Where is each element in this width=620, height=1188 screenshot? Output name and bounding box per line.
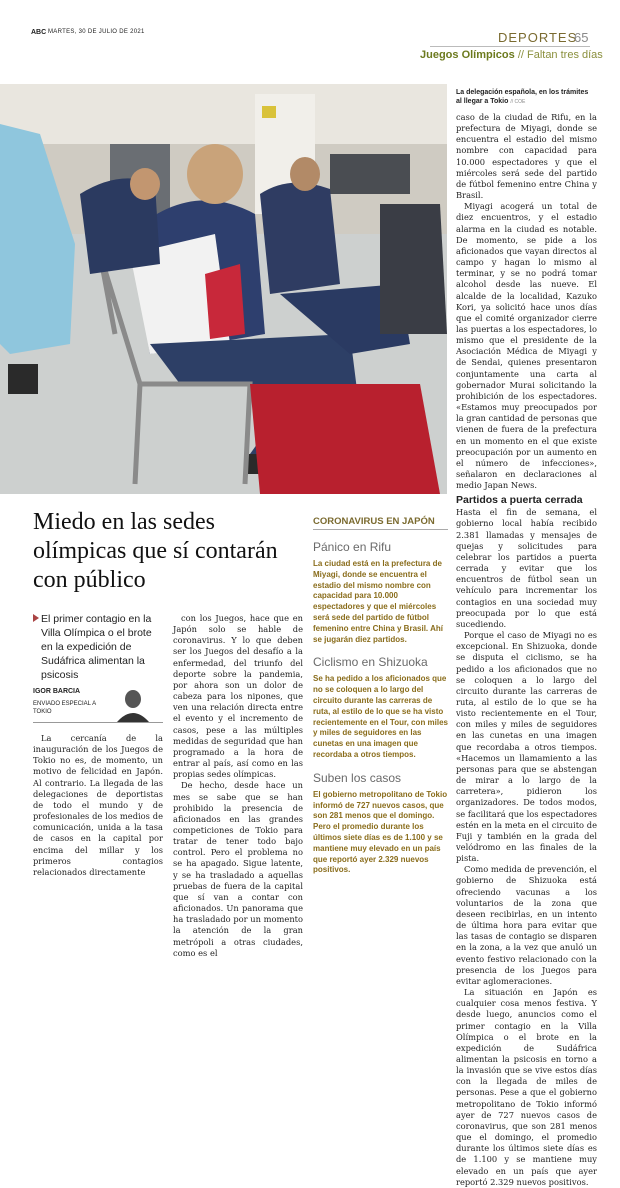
box-heading: Suben los casos [313, 770, 402, 785]
box-kicker: CORONAVIRUS EN JAPÓN [313, 516, 448, 530]
caption-credit: // COE [510, 99, 526, 105]
main-photo [0, 84, 447, 494]
box-text: Se ha pedido a los aficionados que no se coloquen a lo largo del circuito durante las carreras de ruta, al estilo de lo que se ha visto recientemente en el Tour, con miles y miles de seguidores en las cunetas en una imagen que recordaba a otros tiempos. [313, 674, 449, 759]
issue-date: MARTES, 30 DE JULIO DE 2021 [48, 29, 145, 35]
lede-bullet-icon [33, 614, 39, 622]
headline: Miedo en las sedes olímpicas que sí contarán con público [33, 509, 278, 593]
body-column-1 [33, 733, 163, 878]
paragraph: Porque el caso de Miyagi no es excepcional. En Shizuoka, donde se disputa el ciclismo, se ha pedido a los aficionados que no se coloquen a lo largo del circuito durante las carreras de ruta, al estilo de lo que se ha visto recientemente en el Tour, con miles y miles de seguidores en las cunetas en una imagen que recordaba a otros tiempos. «Hacemos un llamamiento a las personas para que se abstengan de mirar a lo largo de la carretera», pidieron los organizadores. De todos modos, se facilitará que los espectadores estén en la meta en el circuito de Fuji y también en la grada del velódromo en las finales de la pista. [456, 630, 597, 864]
paragraph: con los Juegos, hace que en Japón solo se hable de coronavirus. Y lo que deben ser los Juegos del desafío a la enfermedad, del triunfo del deporte sobre la pandemia, por ahora son un dolor de cabeza para los nipones, que ven una relación directa entre el evento y el incremento de casos, pese a las múltiples medidas de seguridad que han programado a la hora de entrar al país, así como en las propias sedes olímpicas. [173, 613, 303, 780]
section-title: DEPORTES [498, 30, 578, 45]
box-heading: Ciclismo en Shizuoka [313, 655, 428, 670]
author-role: ENVIADO ESPECIAL A TOKIO [33, 701, 96, 715]
paragraph: La cercanía de la inauguración de los Juegos de Tokio no es, de momento, un motivo de felicidad en Japón. Al contrario. La llegada de las delegaciones de deportistas de todo el mundo y de profesionales de los medios de comunicación, unida a la tasa de casos en la capital por encima del millar y los primeros contagios relacionados directamente [33, 733, 163, 877]
paragraph: Hasta el fin de semana, el gobierno local había recibido 2.381 llamadas y mensajes de quejas y solicitudes para celebrar los partidos a puerta cerrada y evitar que los encuentros de fútbol sean un vehículo para incrementar los contagios en una sociedad muy preocupada por lo que está sucediendo. [456, 507, 597, 629]
box-text: La ciudad está en la prefectura de Miyagi, donde se encuentra el estadio del mismo nombre con capacidad para 10.000 espectadores y que el miércoles será sede del partido de fútbol femenino entre China y Brasil. Ahí se jugarán diez partidos. [313, 559, 443, 644]
lede: El primer contagio en la Villa Olímpica o el brote en la expedición de Sudáfrica alimentan la psicosis [41, 613, 152, 681]
box-heading: Pánico en Rifu [313, 540, 392, 554]
body-column-2 [173, 613, 303, 959]
box-items [313, 540, 448, 876]
paragraph: Como medida de prevención, el gobierno de Shizuoka está ofreciendo vacunas a los voluntarios de la zona que deseen recibirlas, en un intento de última hora para evitar que las tasas de contagio se disparen en la zona, a la vez que anuló un evento festivo relacionado con la presencia de los Juegos para evitar aglomeraciones. [456, 864, 597, 986]
sidebar-box [313, 510, 448, 876]
paragraph: caso de la ciudad de Rifu, en la prefectura de Miyagi, donde se encuentra el estadio del mismo nombre con capacidad para 10.000 espectadores y que el miércoles será sede del partido de fútbol femenino entre China y Brasil. [456, 112, 597, 201]
box-text: El gobierno metropolitano de Tokio informó de 727 nuevos casos, que son 281 menos que el domingo. Pero el promedio durante los últimos siete días es de 1.100 y se mantiene muy elevado en un país que reportó ayer 2.329 nuevos positivos. [313, 789, 448, 875]
header-divider [430, 46, 590, 47]
brand-logo: ABC [31, 29, 47, 36]
author-avatar [113, 686, 153, 722]
page-number: 65 [574, 30, 589, 45]
subsection-title: Juegos Olímpicos [420, 49, 515, 61]
paragraph: La situación en Japón es cualquier cosa menos festiva. Y desde luego, anuncios como el primer contagio en la Villa Olímpica o el brote en la expedición de Sudáfrica alimentan la psicosis en torno a la invasión que se vive estos días con la llegada de miles de personas. Pese a que el gobierno metropolitano de Tokio informó ayer de 727 nuevos casos de coronavirus, que son 281 menos que el domingo, el promedio durante los últimos siete días es de 1.100 y se mantiene muy elevado en un país que ayer reportó 2.329 nuevos positivos. [456, 987, 597, 1187]
author-name: IGOR BARCIA [33, 688, 81, 695]
photo-caption [456, 88, 596, 107]
right-column [456, 112, 597, 1188]
lede-divider [33, 722, 163, 723]
paragraph: Miyagi acogerá un total de diez encuentros, y el estadio alarma en la ciudad es notable. De momento, se pide a los aficionados que vayan directos al campo y hagan lo mismo al terminar, y se no podrá tomar alcohol desde las nueve. El alcalde de la localidad, Kazuko Kori, ya solicitó hace unos días que el comité organizador cierre las puertas a los espectadores, lo mismo que el presidente de la Asociación Médica de Miyagi y de Sendai, quienes presentaron conjuntamente una carta al gobernador Murai solicitando la prohibición de los espectadores. «Estamos muy preocupados por la gran cantidad de personas que vienen de fuera de la prefectura en un momento en el que existe preocupación por un aumento en el número de infecciones», señalaron en declaraciones al medio Japan News. [456, 201, 597, 491]
caption-text: La delegación española, en los trámites al llegar a Tokio [456, 89, 589, 105]
subsection-note: // Faltan tres días [517, 49, 603, 61]
airport-scene-illustration [0, 84, 447, 494]
paragraph: De hecho, desde hace un mes se sabe que se han prohibido la presencia de aficionados en las grandes competiciones de Tokio para tratar de tener todo bajo control. Pero el problema no se ha apagado. Sigue latente, y se ha trasladado a aquellas pruebas de fuera de la capital que sí van a contar con aficionados. Un panorama que ha trasladado por un momento la atención de la gran metrópoli a otras ciudades, como es el [173, 780, 303, 958]
subheading: Partidos a puerta cerrada [456, 494, 583, 507]
subsection [420, 49, 603, 61]
